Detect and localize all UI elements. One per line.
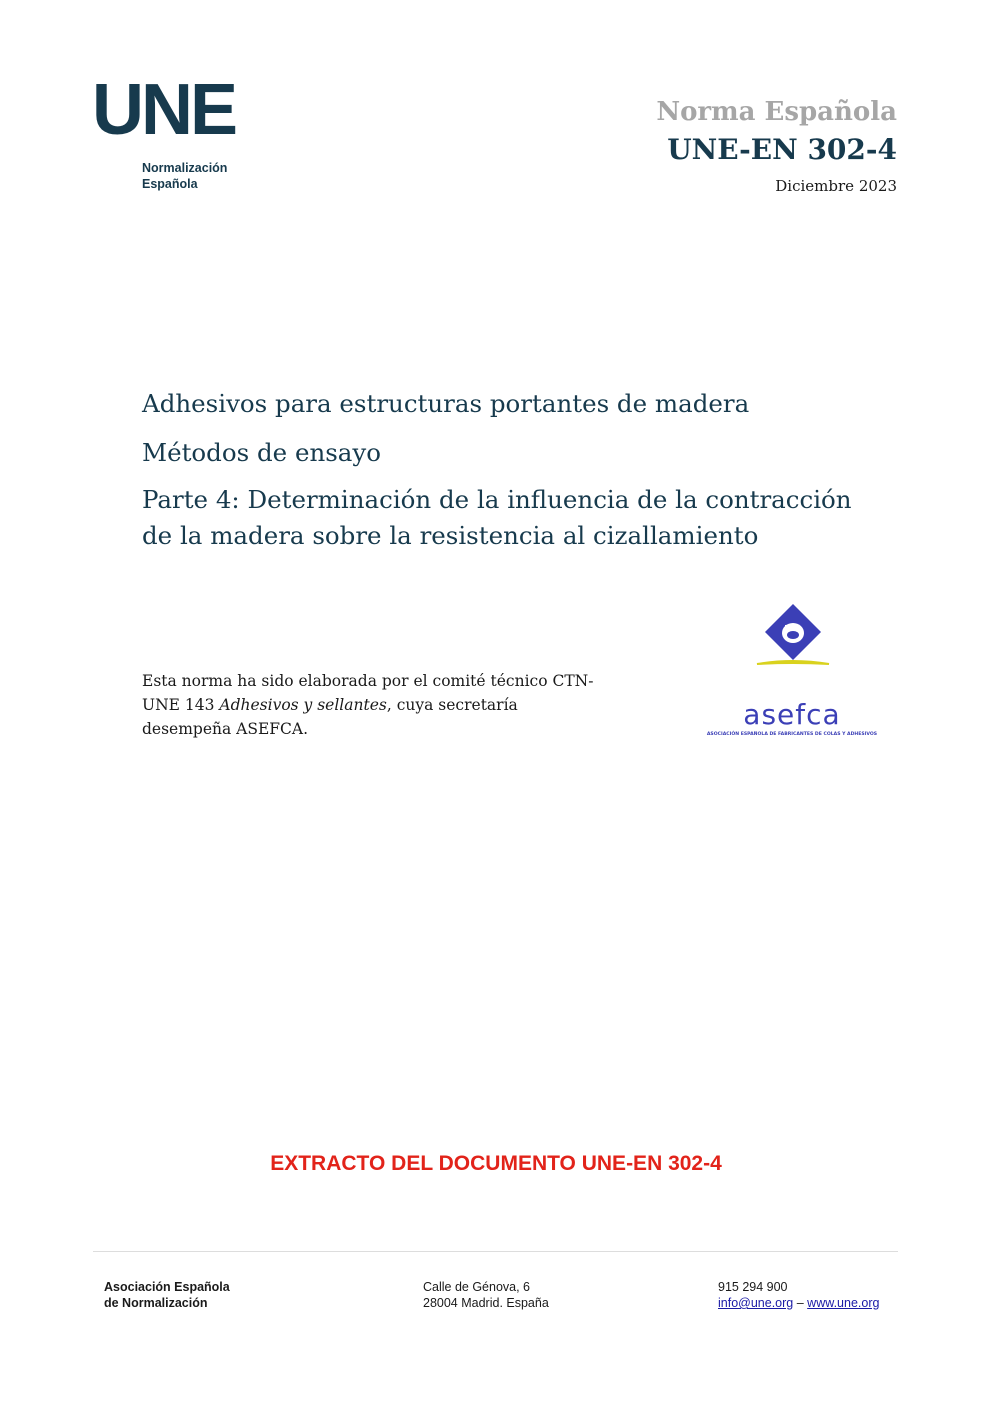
une-logo-subtitle-line1: Normalización [142, 161, 228, 175]
une-logo-word: UNE [92, 70, 236, 150]
norm-code: UNE-EN 302-4 [667, 133, 897, 166]
footer-link-separator: – [796, 1296, 804, 1310]
title-line-1: Adhesivos para estructuras portantes de madera [142, 389, 750, 418]
asefca-tagline: ASOCIACIÓN ESPAÑOLA DE FABRICANTES DE COLAS Y ADHESIVOS [706, 732, 878, 737]
footer-addr-line1: Calle de Génova, 6 [423, 1280, 531, 1294]
une-logo-subtitle-line2: Española [142, 177, 198, 191]
email-link[interactable]: info@une.org [718, 1296, 794, 1310]
asefca-logo-graphic [705, 598, 880, 743]
footer-divider [93, 1251, 898, 1252]
footer-address [423, 1279, 549, 1311]
footer-contact [718, 1279, 879, 1311]
footer-org-line1: Asociación Española [104, 1280, 230, 1294]
committee-text-after: , cuya secretaría desempeña ASEFCA. [142, 696, 518, 738]
asefca-swoosh-icon [757, 661, 829, 664]
footer-organization [104, 1279, 230, 1311]
norm-date: Diciembre 2023 [775, 177, 897, 195]
asefca-logo [705, 598, 880, 743]
title-line-2: Métodos de ensayo [142, 438, 381, 467]
footer-links [718, 1295, 879, 1311]
committee-note [142, 669, 602, 741]
extract-notice: EXTRACTO DEL DOCUMENTO UNE-EN 302-4 [270, 1152, 722, 1175]
title-line-3b: de la madera sobre la resistencia al cizallamiento [142, 521, 759, 550]
une-logo [92, 70, 242, 198]
footer-phone: 915 294 900 [718, 1280, 788, 1294]
committee-text-before: Esta norma ha sido elaborada por el comité técnico CTN-UNE 143 [142, 672, 594, 714]
committee-name: Adhesivos y sellantes [219, 696, 387, 714]
footer-org-line2: de Normalización [104, 1296, 208, 1310]
title-line-3a: Parte 4: Determinación de la influencia de la contracción [142, 485, 852, 514]
norm-label: Norma Española [656, 97, 897, 127]
footer-addr-line2: 28004 Madrid. España [423, 1296, 549, 1310]
website-link[interactable]: www.une.org [807, 1296, 880, 1310]
title-line-3 [142, 482, 852, 554]
asefca-wordmark: asefca [743, 698, 841, 731]
une-logo-subtitle [142, 160, 227, 192]
